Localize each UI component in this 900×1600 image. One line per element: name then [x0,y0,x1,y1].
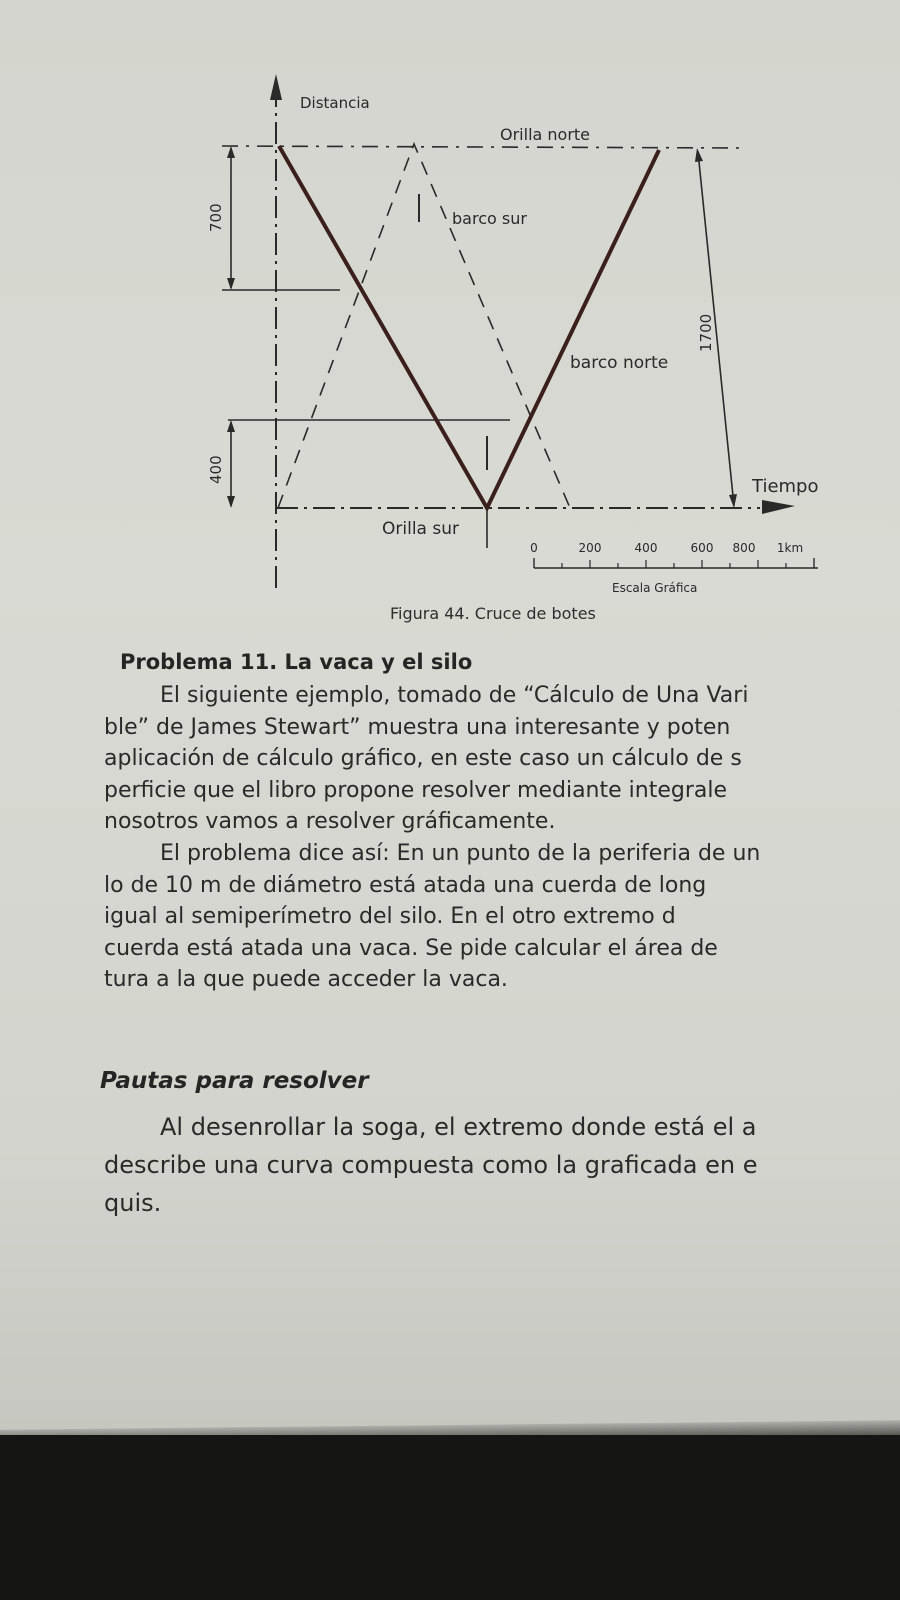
text-line: perficie que el libro propone resolver mediante integrale [104,777,728,803]
text-line: cuerda está atada una vaca. Se pide calcular el área de [104,935,718,961]
text-line: El problema dice así: En un punto de la periferia de un [160,841,761,866]
dim-400-label: 400 [207,455,225,484]
text-line: igual al semiperímetro del silo. En el otro extremo d [104,904,676,929]
text-line: El siguiente ejemplo, tomado de “Cálculo de Una Vari [160,683,749,708]
north-shore-label: Orilla norte [500,125,591,144]
problem-heading: Problema 11. La vaca y el silo [120,650,473,674]
guidelines-heading: Pautas para resolver [100,1068,369,1094]
problem-paragraph-1 [104,680,900,838]
text-line: describe una curva compuesta como la graficada en e [104,1151,758,1179]
figure-caption: Figura 44. Cruce de botes [390,604,596,623]
text-line: aplicación de cálculo gráfico, en este caso un cálculo de s [104,746,742,771]
north-shore-line [222,146,742,148]
south-boat-label: barco sur [452,209,527,228]
boat-crossing-figure [0,0,900,620]
distance-axis-arrow [270,74,282,100]
text-line: quis. [104,1189,162,1217]
text-line: tura a la que puede acceder la vaca. [104,967,508,992]
scale-tick-label: 600 [690,541,714,555]
guidelines-paragraph [104,1108,900,1222]
text-line: ble” de James Stewart” muestra una interesante y poten [104,714,731,740]
time-axis-arrow [762,500,795,514]
text-line: nosotros vamos a resolver gráficamente. [104,809,556,834]
problem-paragraph-2 [104,838,900,996]
graphic-scale [530,541,818,595]
text-line: Al desenrollar la soga, el extremo donde está el a [160,1113,757,1141]
south-boat-path [278,144,570,508]
scale-label: Escala Gráfica [612,581,698,595]
scale-tick-label: 400 [634,541,658,555]
dark-background [0,1435,900,1600]
scale-tick-label: 200 [578,541,602,555]
north-boat-label: barco norte [570,353,669,373]
scale-tick-label: 1km [776,541,804,555]
south-shore-label: Orilla sur [382,519,459,539]
dim-1700-label: 1700 [697,313,715,352]
scale-tick-label: 800 [732,541,756,555]
text-line: lo de 10 m de diámetro está atada una cuerda de long [104,872,707,898]
distance-axis-label: Distancia [300,94,370,112]
dim-700-label: 700 [207,203,225,232]
scale-tick-label: 0 [530,541,538,555]
north-boat-path [279,146,659,508]
time-axis-label: Tiempo [752,476,819,497]
